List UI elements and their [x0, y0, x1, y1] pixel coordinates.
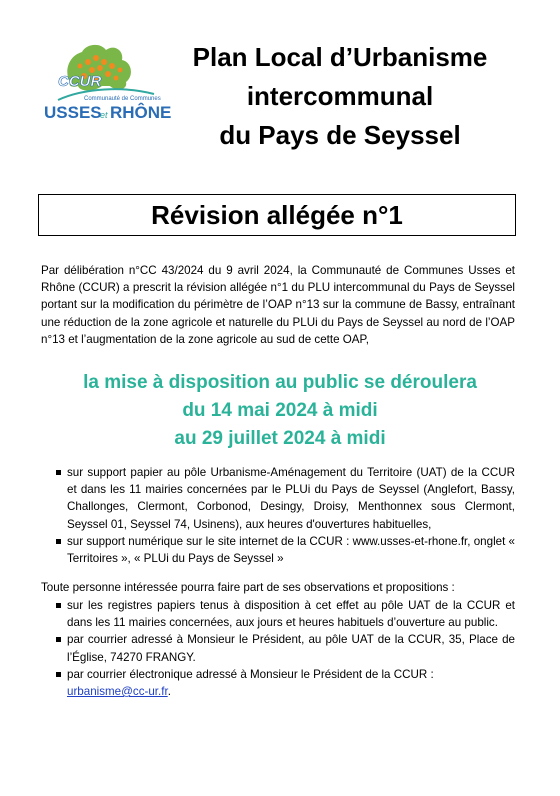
- tree-logo-icon: [44, 42, 172, 124]
- support-list: [41, 464, 515, 567]
- title-line-1: Plan Local d’Urbanisme: [192, 42, 488, 72]
- availability-highlight: [30, 369, 530, 453]
- highlight-line-2: du 14 mai 2024 à midi: [182, 400, 378, 421]
- logo-text-usses: USSES: [44, 103, 102, 122]
- observations-intro: Toute personne intéressée pourra faire part de ses observations et propositions :: [41, 581, 455, 594]
- title-line-2: intercommunal: [246, 81, 434, 111]
- highlight-line-1: la mise à disposition au public se déroulera: [83, 372, 477, 393]
- list-item: sur les registres papiers tenus à disposition à cet effet au pôle UAT de la CCUR et dans les 11 mairies concernées, aux jours et heures habituels d’ouverture au public.: [41, 597, 515, 631]
- email-link[interactable]: urbanisme@cc-ur.fr: [67, 685, 168, 699]
- logo-text-rhone: RHÔNE: [110, 103, 172, 122]
- observations-list: [41, 597, 515, 700]
- document-title: [170, 38, 510, 155]
- ccur-logo: [44, 42, 172, 124]
- email-suffix: .: [167, 685, 171, 699]
- list-item: par courrier adressé à Monsieur le Président, au pôle UAT de la CCUR, 35, Place de l’Église, 74270 FRANGY.: [41, 631, 515, 665]
- logo-text-small: Communauté de Communes: [84, 96, 161, 102]
- highlight-line-3: au 29 juillet 2024 à midi: [174, 428, 386, 449]
- revision-title-box: Révision allégée n°1: [38, 194, 516, 236]
- logo-text-top: CCUR: [58, 73, 102, 90]
- title-line-3: du Pays de Seyssel: [219, 120, 461, 150]
- intro-paragraph: Par délibération n°CC 43/2024 du 9 avril 2024, la Communauté de Communes Usses et Rhône (CCUR) a prescrit la révision allégée n°1 du PLU intercommunal du Pays de Seyssel portant sur la modification du périmètre de l’OAP n°13 sur la commune de Bassy, entraînant une réduction de la zone agricole et naturelle du PLUi du Pays de Seyssel au nord de l’OAP n°13 et l’augmentation de la zone agricole au sud de cette OAP,: [41, 264, 515, 346]
- list-item: sur support numérique sur le site internet de la CCUR : www.usses-et-rhone.fr, onglet « Territoires », « PLUi du Pays de Seyssel »: [41, 533, 515, 567]
- email-bullet-text: par courrier électronique adressé à Monsieur le Président de la CCUR :: [67, 667, 434, 681]
- list-item: sur support papier au pôle Urbanisme-Aménagement du Territoire (UAT) de la CCUR et dans les 11 mairies concernées par le PLUi du Pays de Seyssel (Anglefort, Bassy, Challonges, Clermont, Corbonod, Desingy, Droisy, Menthonnex sous Clermont, Seyssel 01, Seyssel 74, Usinens), aux heures d'ouvertures habituelles,: [41, 464, 515, 533]
- list-item-email: [41, 666, 515, 700]
- logo-text-et: et: [100, 110, 108, 120]
